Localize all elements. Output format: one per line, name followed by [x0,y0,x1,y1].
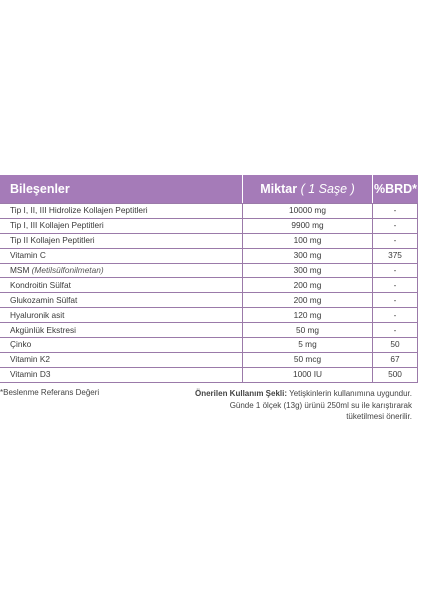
cell-rda: - [373,264,418,279]
component-name: Akgünlük Ekstresi [10,324,76,335]
cell-amount: 300 mg [243,264,373,279]
component-name: Vitamin D3 [10,369,51,380]
cell-amount: 120 mg [243,308,373,323]
cell-component [0,203,243,219]
cell-rda: 500 [373,368,418,383]
usage-line3: tüketilmesi önerilir. [346,412,412,421]
cell-component [0,368,243,383]
cell-component [0,249,243,264]
table-row [0,368,418,383]
table-row [0,293,418,308]
table-row [0,203,418,219]
cell-component [0,278,243,293]
cell-rda: - [373,293,418,308]
cell-rda: - [373,203,418,219]
cell-amount: 1000 IU [243,368,373,383]
table-row [0,353,418,368]
component-name: MSM [10,265,30,275]
cell-amount: 50 mg [243,323,373,338]
header-amount-unit: ( 1 Saşe ) [300,182,355,196]
cell-amount: 100 mg [243,234,373,249]
cell-amount: 9900 mg [243,219,373,234]
component-name: Çinko [10,339,32,350]
table-row [0,308,418,323]
usage-line1: Yetişkinlerin kullanımına uygundur. [289,389,412,398]
component-name: Vitamin K2 [10,354,50,365]
cell-amount: 200 mg [243,278,373,293]
cell-rda: 50 [373,338,418,353]
cell-amount: 300 mg [243,249,373,264]
cell-rda: - [373,219,418,234]
component-name: Kondroitin Sülfat [10,279,71,290]
cell-component [0,264,243,279]
usage-title: Önerilen Kullanım Şekli: [195,389,288,398]
table-row [0,219,418,234]
cell-rda: 67 [373,353,418,368]
cell-amount: 10000 mg [243,203,373,219]
ingredients-table-wrapper [0,175,424,383]
cell-component [0,234,243,249]
usage-instructions [172,388,412,423]
component-name: Glukozamin Sülfat [10,294,78,305]
cell-component [0,353,243,368]
ingredients-table [0,175,418,383]
cell-amount: 50 mcg [243,353,373,368]
cell-component [0,308,243,323]
component-name: Tip I, II, III Hidrolize Kollajen Peptitleri [10,205,148,216]
header-component: Bileşenler [0,175,243,203]
table-row [0,264,418,279]
component-name: Vitamin C [10,250,46,261]
component-name: Tip II Kollajen Peptitleri [10,235,95,246]
cell-component [0,219,243,234]
cell-amount: 5 mg [243,338,373,353]
header-rda: %BRD* [373,175,418,203]
cell-rda: - [373,234,418,249]
cell-component [0,293,243,308]
table-row [0,234,418,249]
cell-rda: - [373,323,418,338]
cell-rda: - [373,278,418,293]
cell-rda: 375 [373,249,418,264]
table-row [0,249,418,264]
component-name: Hyaluronik asit [10,309,65,320]
footnote: *Beslenme Referans Değeri [0,388,100,397]
cell-component [0,323,243,338]
table-row [0,338,418,353]
cell-rda: - [373,308,418,323]
component-name: Tip I, III Kollajen Peptitleri [10,220,104,231]
header-amount-label: Miktar [260,182,298,196]
component-subname: (Metilsülfonilmetan) [31,265,104,275]
table-row [0,278,418,293]
table-body [0,203,418,383]
cell-amount: 200 mg [243,293,373,308]
header-amount [243,175,373,203]
usage-line2: Günde 1 ölçek (13g) ürünü 250ml su ile karıştırarak [229,400,412,410]
cell-component [0,338,243,353]
table-header [0,175,418,203]
table-row [0,323,418,338]
